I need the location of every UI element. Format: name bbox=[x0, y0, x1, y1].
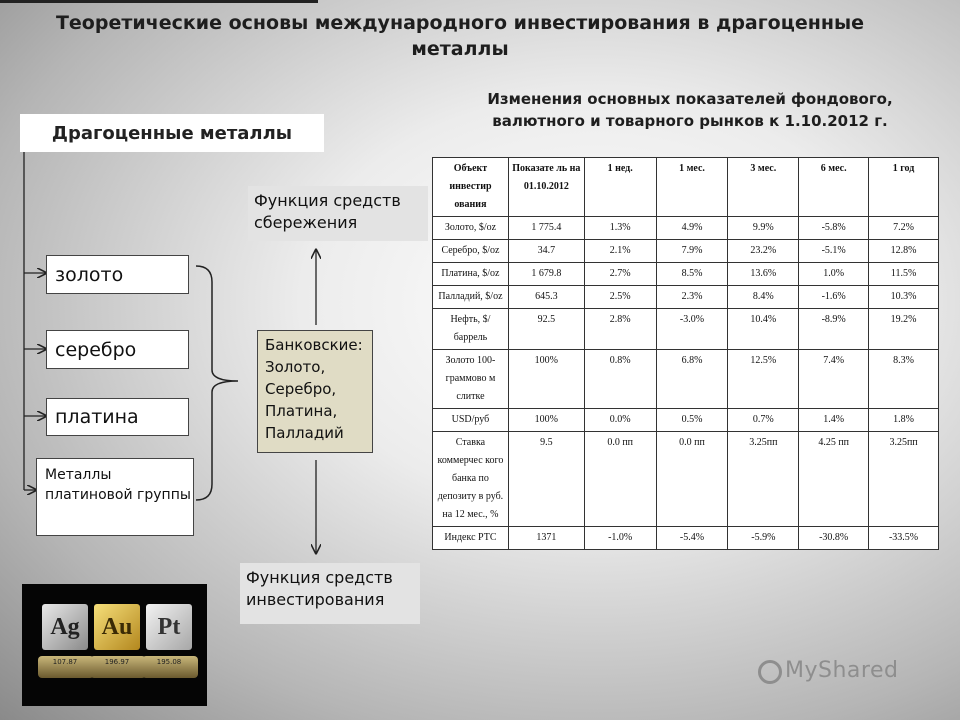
table-cell: Палладий, $/oz bbox=[433, 286, 509, 309]
table-cell: 1.3% bbox=[584, 217, 656, 240]
metal-box-gold: золото bbox=[46, 255, 189, 294]
table-cell: 1371 bbox=[508, 527, 584, 550]
table-cell: 4.25 пп bbox=[799, 432, 869, 527]
table-row bbox=[433, 217, 939, 240]
table-cell: 12.5% bbox=[728, 350, 799, 409]
metal-box-platinum: платина bbox=[46, 398, 189, 436]
table-cell: 2.7% bbox=[584, 263, 656, 286]
table-cell: 100% bbox=[508, 350, 584, 409]
market-indicators-table bbox=[432, 157, 939, 550]
table-cell: 7.2% bbox=[869, 217, 939, 240]
table-cell: 3.25пп bbox=[728, 432, 799, 527]
table-cell: 0.0 пп bbox=[584, 432, 656, 527]
header-cell: 6 мес. bbox=[799, 158, 869, 217]
table-cell: 0.0% bbox=[584, 409, 656, 432]
function-savings: Функция средств сбережения bbox=[248, 186, 428, 241]
metal-box-silver: серебро bbox=[46, 330, 189, 369]
watermark: MyShared bbox=[785, 658, 899, 683]
table-cell: 0.5% bbox=[656, 409, 728, 432]
header-cell: Объект инвестир ования bbox=[433, 158, 509, 217]
bank-metals-box: Банковские: Золото, Серебро, Платина, Палладий bbox=[257, 330, 373, 453]
table-row bbox=[433, 409, 939, 432]
table-row bbox=[433, 309, 939, 350]
silver-ingot-number: 107.87 bbox=[52, 658, 78, 666]
table-cell: -3.0% bbox=[656, 309, 728, 350]
table-cell: USD/руб bbox=[433, 409, 509, 432]
table-cell: -5.8% bbox=[799, 217, 869, 240]
table-cell: Золото 100- граммово м слитке bbox=[433, 350, 509, 409]
table-cell: 0.0 пп bbox=[656, 432, 728, 527]
table-cell: 1.8% bbox=[869, 409, 939, 432]
table-cell: 34.7 bbox=[508, 240, 584, 263]
table-cell: -5.1% bbox=[799, 240, 869, 263]
table-cell: 2.1% bbox=[584, 240, 656, 263]
table-cell: 1 679.8 bbox=[508, 263, 584, 286]
platinum-ingot: Pt bbox=[146, 604, 192, 650]
table-row bbox=[433, 286, 939, 309]
table-cell: 6.8% bbox=[656, 350, 728, 409]
table-cell: 8.5% bbox=[656, 263, 728, 286]
table-cell: Индекс РТС bbox=[433, 527, 509, 550]
table-cell: 8.4% bbox=[728, 286, 799, 309]
table-cell: 1.0% bbox=[799, 263, 869, 286]
table-cell: 8.3% bbox=[869, 350, 939, 409]
table-cell: 100% bbox=[508, 409, 584, 432]
table-cell: 9.5 bbox=[508, 432, 584, 527]
table-cell: 645.3 bbox=[508, 286, 584, 309]
table-cell: 23.2% bbox=[728, 240, 799, 263]
watermark-icon bbox=[758, 660, 782, 684]
table-cell: 1 775.4 bbox=[508, 217, 584, 240]
table-cell: Ставка коммерчес кого банка по депозиту в руб. на 12 мес., % bbox=[433, 432, 509, 527]
header-cell: 1 нед. bbox=[584, 158, 656, 217]
table-title: Изменения основных показателей фондового, валютного и товарного рынков к 1.10.2012 г. bbox=[487, 90, 893, 130]
silver-ingot: Ag bbox=[42, 604, 88, 650]
table-cell: 13.6% bbox=[728, 263, 799, 286]
table-cell: 10.4% bbox=[728, 309, 799, 350]
table-cell: -1.6% bbox=[799, 286, 869, 309]
table-row bbox=[433, 432, 939, 527]
table-cell: 10.3% bbox=[869, 286, 939, 309]
function-investment: Функция средств инвестирования bbox=[240, 563, 420, 624]
table-header-row bbox=[433, 158, 939, 217]
table-cell: 4.9% bbox=[656, 217, 728, 240]
category-label: Драгоценные металлы bbox=[20, 114, 324, 152]
table-cell: 11.5% bbox=[869, 263, 939, 286]
table-row bbox=[433, 350, 939, 409]
ingots-photo bbox=[22, 584, 207, 706]
table-cell: 0.8% bbox=[584, 350, 656, 409]
table-row bbox=[433, 527, 939, 550]
metal-box-platinum-group: Металлы платиновой группы bbox=[36, 458, 194, 536]
table-cell: -5.4% bbox=[656, 527, 728, 550]
gold-ingot-number: 196.97 bbox=[104, 658, 130, 666]
table-cell: 3.25пп bbox=[869, 432, 939, 527]
table-cell: 0.7% bbox=[728, 409, 799, 432]
table-cell: 2.5% bbox=[584, 286, 656, 309]
table-cell: -1.0% bbox=[584, 527, 656, 550]
platinum-ingot-number: 195.08 bbox=[156, 658, 182, 666]
table-cell: -30.8% bbox=[799, 527, 869, 550]
table-cell: Платина, $/oz bbox=[433, 263, 509, 286]
table-cell: 7.9% bbox=[656, 240, 728, 263]
table-cell: -8.9% bbox=[799, 309, 869, 350]
header-cell: Показате ль на 01.10.2012 bbox=[508, 158, 584, 217]
table-cell: 19.2% bbox=[869, 309, 939, 350]
table-cell: 9.9% bbox=[728, 217, 799, 240]
table-cell: Нефть, $/баррель bbox=[433, 309, 509, 350]
table-cell: -5.9% bbox=[728, 527, 799, 550]
slide-title: Теоретические основы международного инвестирования в драгоценные металлы bbox=[55, 12, 865, 60]
table-cell: 2.8% bbox=[584, 309, 656, 350]
table-cell: 7.4% bbox=[799, 350, 869, 409]
table-cell: 12.8% bbox=[869, 240, 939, 263]
table-cell: 92.5 bbox=[508, 309, 584, 350]
header-cell: 3 мес. bbox=[728, 158, 799, 217]
table-row bbox=[433, 240, 939, 263]
gold-ingot: Au bbox=[94, 604, 140, 650]
header-cell: 1 мес. bbox=[656, 158, 728, 217]
table-cell: 2.3% bbox=[656, 286, 728, 309]
table-cell: -33.5% bbox=[869, 527, 939, 550]
table-cell: Золото, $/oz bbox=[433, 217, 509, 240]
table-cell: Серебро, $/oz bbox=[433, 240, 509, 263]
table-row bbox=[433, 263, 939, 286]
header-cell: 1 год bbox=[869, 158, 939, 217]
table-cell: 1.4% bbox=[799, 409, 869, 432]
